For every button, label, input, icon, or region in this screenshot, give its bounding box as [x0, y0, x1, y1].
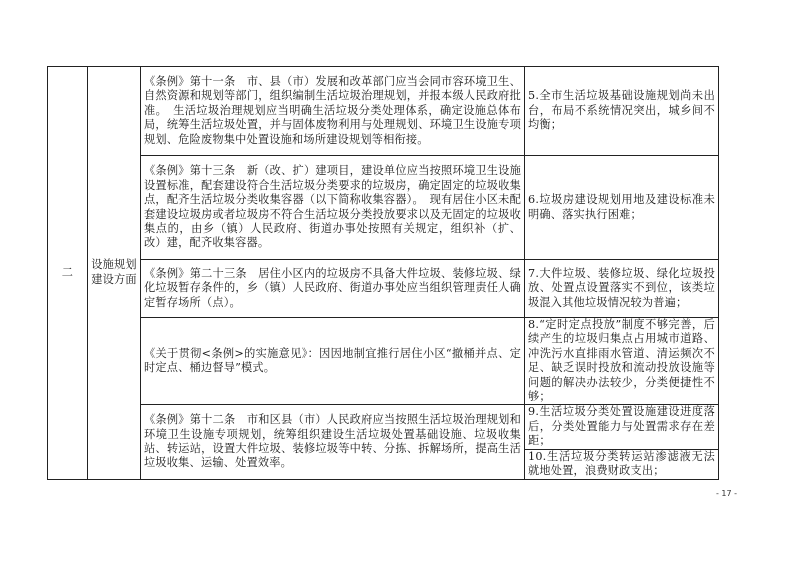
problem-item: 7.大件垃圾、装修垃圾、绿化垃圾投放、处置点设置落实不到位，该类垃圾混入其他垃圾情况较为普遍； — [528, 266, 715, 309]
table-row — [48, 260, 719, 318]
problem-cell — [525, 405, 719, 449]
table-row — [48, 67, 719, 156]
problem-table — [47, 66, 719, 480]
problem-cell — [525, 449, 719, 479]
page-number: - 17 - — [716, 489, 738, 498]
basis-cell: 《条例》第十一条 市、县（市）发展和改革部门应当会同市容环境卫生、自然资源和规划等部门，组织编制生活垃圾治理规划，并报本级人民政府批准。 生活垃圾治理规划应当明确生活垃圾分类处理体系，确定设施总体布局，统筹生活垃圾处置，并与固体废物利用与处理规划、环境卫生设施专项规划、危险废物集中处置设施和场所建设规划等相衔接。 — [141, 67, 525, 156]
table-row — [48, 156, 719, 260]
problem-item: 5.全市生活垃圾基础设施规划尚未出台，布局不系统情况突出，城乡间不均衡； — [528, 89, 715, 132]
basis-cell: 《关于贯彻<条例>的实施意见》：因因地制宜推行居住小区“撤桶并点、定时定点、桶边督导”模式。 — [141, 318, 525, 405]
basis-cell: 《条例》第二十三条 居住小区内的垃圾房不具备大件垃圾、装修垃圾、绿化垃圾暂存条件的，乡（镇）人民政府、街道办事处应当组织管理责任人确定暂存场所（点）。 — [141, 260, 525, 318]
section-category: 设施规划建设方面 — [88, 67, 141, 480]
problem-cell — [525, 318, 719, 405]
problem-item: 6.垃圾房建设规划用地及建设标准未明确、落实执行困难； — [528, 193, 715, 221]
problem-cell — [525, 260, 719, 318]
problem-cell — [525, 67, 719, 156]
problem-item: 9.生活垃圾分类处置设施建设进度落后，分类处置能力与处置需求存在差距； — [528, 405, 715, 448]
problem-item: 8.“定时定点投放”制度不够完善，后续产生的垃圾归集点占用城市道路、冲洗污水直排雨水管道、清运频次不足、缺乏误时投放和流动投放设施等问题的解决办法较少，分类便捷性不够； — [528, 318, 715, 404]
basis-cell: 《条例》第十三条 新（改、扩）建项目，建设单位应当按照环境卫生设施设置标准，配套建设符合生活垃圾分类要求的垃圾房，确定固定的垃圾收集点，配齐生活垃圾分类收集容器（以下简称收集容器）。 现有居住小区未配套建设垃圾房或者垃圾房不符合生活垃圾分类投放要求以及无固定的垃圾收集点的，由乡（镇）人民政府、街道办事处按照有关规定，组织补（扩、改）建，配齐收集容器。 — [141, 156, 525, 260]
problem-cell — [525, 156, 719, 260]
section-number: 二 — [48, 67, 88, 480]
table-row — [48, 318, 719, 405]
table-row — [48, 405, 719, 449]
problem-item: 10.生活垃圾分类转运站渗滤液无法就地处置，浪费财政支出； — [528, 449, 715, 478]
basis-cell: 《条例》第十二条 市和区县（市）人民政府应当按照生活垃圾治理规划和环境卫生设施专项规划，统筹组织建设生活垃圾处置基础设施、垃圾收集站、转运站，设置大件垃圾、装修垃圾等中转、分拣、拆解场所，提高生活垃圾收集、运输、处置效率。 — [141, 405, 525, 479]
